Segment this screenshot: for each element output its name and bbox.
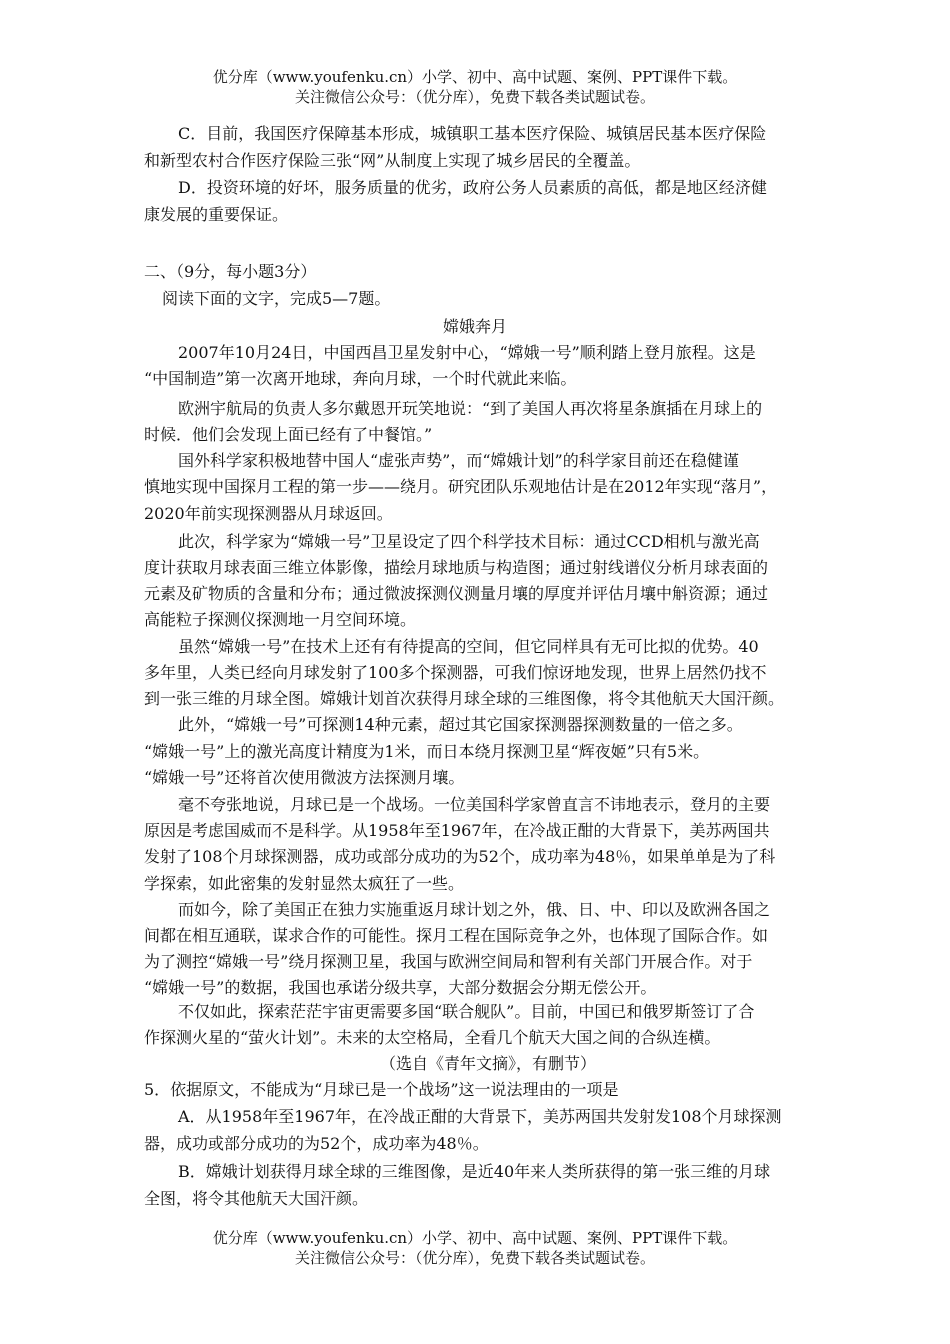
section-instruction: 阅读下面的文字，完成5—7题。 (162, 289, 391, 308)
option-d-line1: D．投资环境的好坏，服务质量的优劣，政府公务人员素质的高低，都是地区经济健 (178, 178, 767, 197)
option-b-line1: B．嫦娥计划获得月球全球的三维图像，是近40年来人类所获得的第一张三维的月球 (178, 1162, 771, 1181)
article-line: 欧洲宇航局的负责人多尔戴恩开玩笑地说：“到了美国人再次将星条旗插在月球上的 (178, 399, 763, 418)
section-heading: 二、（9分，每小题3分） (144, 262, 317, 281)
article-line: 毫不夸张地说，月球已是一个战场。一位美国科学家曾直言不讳地表示，登月的主要 (178, 795, 771, 814)
article-title: 嫦娥奔月 (442, 317, 507, 336)
article-line: 2020年前实现探测器从月球返回。 (144, 504, 393, 523)
article-line: 作探测火星的“萤火计划”。未来的太空格局，全看几个航天大国之间的合纵连横。 (144, 1028, 721, 1047)
article-line: 慎地实现中国探月工程的第一步——绕月。研究团队乐观地估计是在2012年实现“落月”， (144, 477, 778, 496)
question-5-stem: 5．依据原文，不能成为“月球已是一个战场”这一说法理由的一项是 (144, 1080, 619, 1099)
article-line: 虽然“嫦娥一号”在技术上还有有待提高的空间，但它同样具有无可比拟的优势。40 (178, 637, 759, 656)
article-line: 为了测控“嫦娥一号”绕月探测卫星，我国与欧洲空间局和智利有关部门开展合作。对于 (144, 952, 753, 971)
article-line: “中国制造”第一次离开地球，奔向月球，一个时代就此来临。 (144, 369, 577, 388)
option-c-line1: C．目前，我国医疗保障基本形成，城镇职工基本医疗保险、城镇居民基本医疗保险 (178, 124, 767, 143)
article-line: “嫦娥一号”上的激光高度计精度为1米，而日本绕月探测卫星“辉夜姬”只有5米。 (144, 742, 710, 761)
site-header-line1: 优分库（www.youfenku.cn）小学、初中、高中试题、案例、PPT课件下载。 (212, 68, 738, 86)
article-line: 学探索，如此密集的发射显然太疯狂了一些。 (144, 874, 465, 893)
article-line: 度计获取月球表面三维立体影像，描绘月球地质与构造图；通过射线谱仪分析月球表面的 (144, 558, 769, 577)
article-line: 到一张三维的月球全图。嫦娥计划首次获得月球全球的三维图像，将令其他航天大国汗颜。 (144, 689, 785, 708)
option-d-line2: 康发展的重要保证。 (144, 205, 289, 224)
article-line: “嫦娥一号”的数据，我国也承诺分级共享，大部分数据会分期无偿公开。 (144, 978, 657, 997)
article-line: 而如今，除了美国正在独力实施重返月球计划之外，俄、日、中、印以及欧洲各国之 (178, 900, 771, 919)
article-line: 多年里，人类已经向月球发射了100多个探测器，可我们惊讶地发现，世界上居然仍找不 (144, 663, 767, 682)
site-footer-line1: 优分库（www.youfenku.cn）小学、初中、高中试题、案例、PPT课件下载。 (212, 1229, 738, 1247)
article-source: （选自《青年文摘》，有删节） (380, 1054, 597, 1073)
article-line: 时候．他们会发现上面已经有了中餐馆。” (144, 425, 433, 444)
article-line: 国外科学家积极地替中国人“虚张声势”，而“嫦娥计划”的科学家目前还在稳健谨 (178, 451, 739, 470)
option-c-line2: 和新型农村合作医疗保险三张“网”从制度上实现了城乡居民的全覆盖。 (144, 151, 641, 170)
article-line: 元素及矿物质的含量和分布；通过微波探测仪测量月壤的厚度并评估月壤中斛资源；通过 (144, 584, 769, 603)
article-line: “嫦娥一号”还将首次使用微波方法探测月壤。 (144, 768, 465, 787)
article-line: 原因是考虑国威而不是科学。从1958年至1967年，在冷战正酣的大背景下，美苏两国共 (144, 821, 770, 840)
article-line: 此次，科学家为“嫦娥一号”卫星设定了四个科学技术目标：通过CCD相机与激光高 (178, 532, 760, 551)
option-a-line1: A．从1958年至1967年，在冷战正酣的大背景下，美苏两国共发射发108个月球探测 (178, 1107, 782, 1126)
site-header-line2: 关注微信公众号：（优分库），免费下载各类试题试卷。 (294, 88, 655, 106)
article-line: 间都在相互通联，谋求合作的可能性。探月工程在国际竞争之外，也体现了国际合作。如 (144, 926, 769, 945)
article-line: 发射了108个月球探测器，成功或部分成功的为52个，成功率为48％，如果单单是为了科 (144, 847, 776, 866)
article-line: 此外，“嫦娥一号”可探测14种元素，超过其它国家探测器探测数量的一倍之多。 (178, 715, 743, 734)
site-footer-line2: 关注微信公众号：（优分库），免费下载各类试题试卷。 (294, 1249, 655, 1267)
option-a-line2: 器，成功或部分成功的为52个，成功率为48％。 (144, 1134, 489, 1153)
option-b-line2: 全图，将令其他航天大国汗颜。 (144, 1189, 369, 1208)
article-line: 高能粒子探测仪探测地一月空间环境。 (144, 610, 417, 629)
article-line: 不仅如此，探索茫茫宇宙更需要多国“联合舰队”。目前，中国已和俄罗斯签订了合 (178, 1002, 755, 1021)
article-line: 2007年10月24日，中国西昌卫星发射中心，“嫦娥一号”顺利踏上登月旅程。这是 (178, 343, 756, 362)
